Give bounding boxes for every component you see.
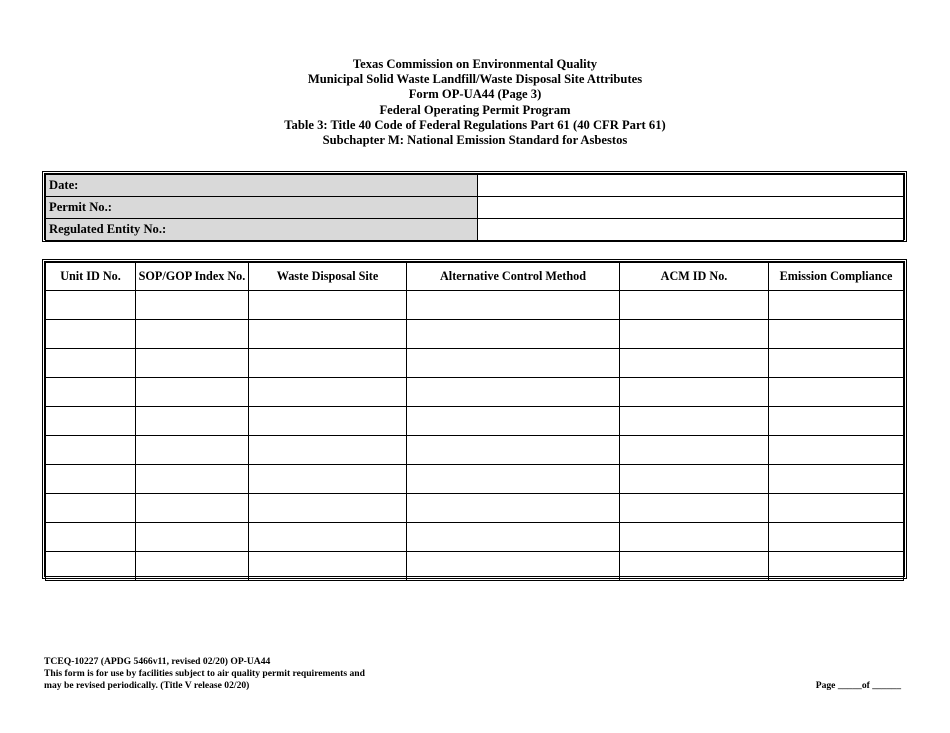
form-footer (44, 656, 365, 692)
col-waste-disposal-site: Waste Disposal Site (249, 263, 407, 291)
table-cell[interactable] (407, 378, 620, 407)
table-cell[interactable] (620, 320, 769, 349)
attributes-table-box (42, 259, 907, 579)
info-fields-box (42, 171, 907, 242)
info-row-date (46, 175, 904, 197)
table-cell[interactable] (46, 436, 136, 465)
form-usage-note: This form is for use by facilities subject to air quality permit requirements and (44, 668, 365, 679)
form-header (0, 57, 950, 148)
table-cell[interactable] (249, 552, 407, 581)
table-cell[interactable] (620, 407, 769, 436)
table-cell[interactable] (136, 320, 249, 349)
col-sop-gop-index: SOP/GOP Index No. (136, 263, 249, 291)
table-cell[interactable] (769, 465, 904, 494)
table-cell[interactable] (136, 494, 249, 523)
form-release-note: may be revised periodically. (Title V release 02/20) (44, 680, 250, 691)
table-cell[interactable] (407, 407, 620, 436)
table-cell[interactable] (407, 523, 620, 552)
table-cell[interactable] (407, 465, 620, 494)
table-cell[interactable] (46, 320, 136, 349)
col-unit-id: Unit ID No. (46, 263, 136, 291)
table-cell[interactable] (620, 523, 769, 552)
table-cell[interactable] (249, 378, 407, 407)
table-cell[interactable] (620, 494, 769, 523)
table-row (46, 523, 904, 552)
table-cell[interactable] (769, 291, 904, 320)
table-cell[interactable] (249, 523, 407, 552)
info-table (45, 174, 904, 241)
table-cell[interactable] (136, 523, 249, 552)
info-row-entity (46, 219, 904, 241)
table-cell[interactable] (620, 552, 769, 581)
table-cell[interactable] (769, 523, 904, 552)
table-cell[interactable] (407, 349, 620, 378)
table-cell[interactable] (249, 291, 407, 320)
table-row (46, 465, 904, 494)
table-row (46, 320, 904, 349)
table-cell[interactable] (46, 465, 136, 494)
table-cell[interactable] (769, 494, 904, 523)
table-cell[interactable] (46, 378, 136, 407)
table-row (46, 407, 904, 436)
table-cell[interactable] (407, 494, 620, 523)
table-cell[interactable] (769, 349, 904, 378)
subchapter-title: Subchapter M: National Emission Standard for Asbestos (322, 133, 628, 148)
table-cell[interactable] (136, 436, 249, 465)
table-cell[interactable] (620, 291, 769, 320)
table-cell[interactable] (249, 407, 407, 436)
table-cell[interactable] (249, 349, 407, 378)
col-acm-id: ACM ID No. (620, 263, 769, 291)
table-cell[interactable] (249, 465, 407, 494)
table-cell[interactable] (46, 407, 136, 436)
date-field[interactable] (478, 175, 904, 197)
table-cell[interactable] (769, 407, 904, 436)
table-cell[interactable] (620, 349, 769, 378)
table-cell[interactable] (769, 378, 904, 407)
table-cell[interactable] (136, 378, 249, 407)
table-row (46, 349, 904, 378)
table-cell[interactable] (407, 320, 620, 349)
table-body (46, 291, 904, 581)
table-header-row (46, 263, 904, 291)
col-emission-compliance: Emission Compliance (769, 263, 904, 291)
table-cell[interactable] (136, 407, 249, 436)
page-number: Page _____of ______ (815, 680, 901, 691)
table-cell[interactable] (769, 552, 904, 581)
col-alternative-control-method: Alternative Control Method (407, 263, 620, 291)
table-cell[interactable] (249, 320, 407, 349)
table-cell[interactable] (136, 349, 249, 378)
table-cell[interactable] (407, 291, 620, 320)
table-cell[interactable] (620, 436, 769, 465)
table-row (46, 494, 904, 523)
table-cell[interactable] (136, 291, 249, 320)
table-cell[interactable] (769, 436, 904, 465)
table-title: Table 3: Title 40 Code of Federal Regulations Part 61 (40 CFR Part 61) (284, 117, 666, 132)
regulated-entity-field[interactable] (478, 219, 904, 241)
table-cell[interactable] (407, 552, 620, 581)
table-cell[interactable] (46, 291, 136, 320)
form-revision: TCEQ-10227 (APDG 5466v11, revised 02/20) OP-UA44 (44, 656, 271, 667)
table-row (46, 291, 904, 320)
agency-title: Texas Commission on Environmental Quality (352, 57, 598, 71)
table-cell[interactable] (46, 494, 136, 523)
date-label: Date: (46, 175, 478, 197)
table-cell[interactable] (46, 523, 136, 552)
table-cell[interactable] (136, 465, 249, 494)
table-cell[interactable] (249, 494, 407, 523)
form-subject: Municipal Solid Waste Landfill/Waste Disposal Site Attributes (307, 72, 643, 87)
table-cell[interactable] (136, 552, 249, 581)
regulated-entity-label: Regulated Entity No.: (46, 219, 478, 241)
table-row (46, 436, 904, 465)
table-cell[interactable] (769, 320, 904, 349)
table-cell[interactable] (46, 552, 136, 581)
permit-no-label: Permit No.: (46, 197, 478, 219)
form-number: Form OP-UA44 (Page 3) (408, 87, 542, 102)
program-name: Federal Operating Permit Program (379, 102, 571, 117)
table-cell[interactable] (249, 436, 407, 465)
table-cell[interactable] (46, 349, 136, 378)
permit-no-field[interactable] (478, 197, 904, 219)
table-row (46, 378, 904, 407)
table-row (46, 552, 904, 581)
table-cell[interactable] (620, 378, 769, 407)
table-cell[interactable] (620, 465, 769, 494)
info-row-permit (46, 197, 904, 219)
table-cell[interactable] (407, 436, 620, 465)
attributes-table (45, 262, 904, 581)
